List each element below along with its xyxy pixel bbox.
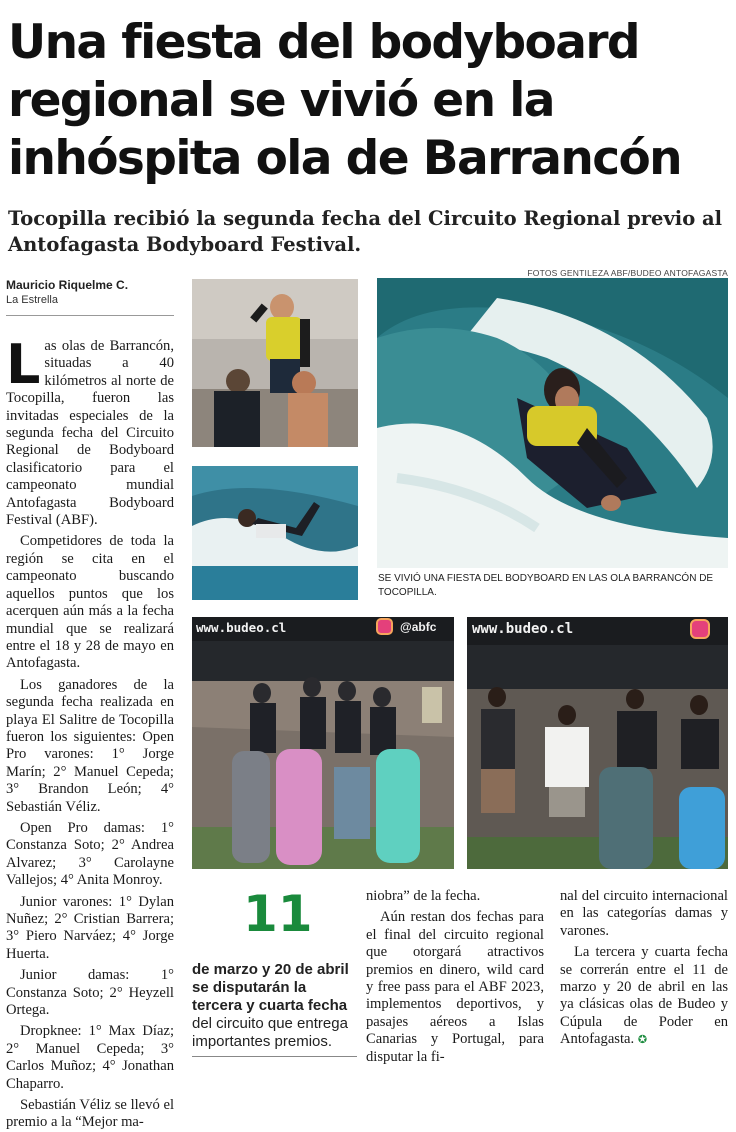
body-paragraph: Aún restan dos fechas para el final del circuito regional que otorgará atractivos premios en dinero, wild card y free pass para el ABF 2023, implementos deportivos, y pasajes aéreos a Islas Canarias y Portugal, para disputar la fi- <box>366 909 544 1065</box>
body-paragraph: Open Pro damas: 1° Constanza Soto; 2° Andrea Alvarez; 3° Carolayne Vallejos; 4° Anita Monroy. <box>6 819 174 889</box>
photo-caption: SE VIVIÓ UNA FIESTA DEL BODYBOARD EN LAS OLA BARRANCÓN DE TOCOPILLA. <box>378 573 714 598</box>
body-paragraph: Dropknee: 1° Max Díaz; 2° Manuel Cepeda; 3° Carlos Muñoz; 4° Jonathan Chaparro. <box>6 1023 174 1092</box>
headline-line-1: Una fiesta del bodyboard <box>8 15 639 70</box>
body-paragraph: Los ganadores de la segunda fecha realizada en playa El Salitre de Tocopilla fueron los siguientes: Open Pro varones: 1° Jorge Marín; 2° Manuel Cepeda; 3° Brandon León; 4° Sebastián Véliz. <box>6 676 174 815</box>
body-paragraph: Sebastián Véliz se llevó el premio a la “Mejor ma- <box>6 1097 174 1131</box>
banner-url-women: www.budeo.cl <box>196 620 287 635</box>
body-paragraph: Junior damas: 1° Constanza Soto; 2° Heyzell Ortega. <box>6 967 174 1019</box>
body-paragraph: Competidores de toda la región se cita en el campeonato buscando aquellos puntos que los acerquen aún más a la fecha mundial que se realizará entre el 18 y 28 de mayo en Antofagasta. <box>6 533 174 672</box>
end-mark-icon: ✪ <box>637 1033 648 1047</box>
pull-quote-number: 11 <box>243 885 313 943</box>
photo-credit: FOTOS GENTILEZA ABF/BUDEO ANTOFAGASTA <box>527 268 728 278</box>
lead-text: as olas de Barrancón, situadas a 40 kilómetros al norte de Tocopilla, fueron las invitadas especiales de la segunda fecha del Circuito Regional de Bodyboard clasificatorio para el campeonato mundial Antofagasta Bodyboard Festival (ABF). <box>6 338 174 529</box>
headline <box>8 14 728 188</box>
author-name: Mauricio Riquelme C. <box>6 278 129 292</box>
headline-line-2: regional se vivió en la <box>8 73 554 128</box>
body-paragraph: nal del circuito internacional en las categorías damas y varones. <box>560 888 728 939</box>
photo-wave-rider-main <box>377 278 728 568</box>
pull-quote-bold: de marzo y 20 de abril se disputarán la tercera y cuarta fecha <box>192 961 349 1014</box>
banner-url-men: www.budeo.cl <box>472 621 574 637</box>
body-column-2 <box>366 888 544 1066</box>
photo-rider-small <box>192 466 358 600</box>
instagram-icon <box>690 619 710 639</box>
photo-winner-celebration <box>192 279 358 447</box>
subheadline: Tocopilla recibió la segunda fecha del Circuito Regional previo al Antofagasta Bodyboard Festival. <box>8 207 723 256</box>
photo-podium-men <box>467 617 728 869</box>
body-paragraph: Junior varones: 1° Dylan Nuñez; 2° Cristian Barrera; 3° Piero Narváez; 4° Jorge Huerta. <box>6 893 174 962</box>
byline-divider <box>6 315 174 316</box>
body-paragraph <box>560 944 728 1048</box>
drop-cap: L <box>6 333 41 396</box>
body-column-3 <box>560 888 728 1049</box>
headline-line-3: inhóspita ola de Barrancón <box>8 131 682 186</box>
body-column-1 <box>6 333 174 1132</box>
banner-handle-women: @abfc <box>400 620 437 634</box>
byline <box>6 278 186 307</box>
pull-quote <box>192 961 352 1051</box>
closing-text: La tercera y cuarta fecha se correrán entre el 11 de marzo y 20 de abril en las ya clásicas olas de Budeo y Cúpula de Poder en Antofagasta. <box>560 944 728 1048</box>
publication-name: La Estrella <box>6 294 58 306</box>
body-paragraph: niobra” de la fecha. <box>366 888 481 904</box>
photo-podium-women <box>192 617 454 869</box>
instagram-icon <box>376 618 393 635</box>
pull-quote-divider <box>192 1056 357 1057</box>
lead-paragraph <box>6 333 174 529</box>
pull-quote-rest: del circuito que entrega importantes premios. <box>192 1015 348 1050</box>
